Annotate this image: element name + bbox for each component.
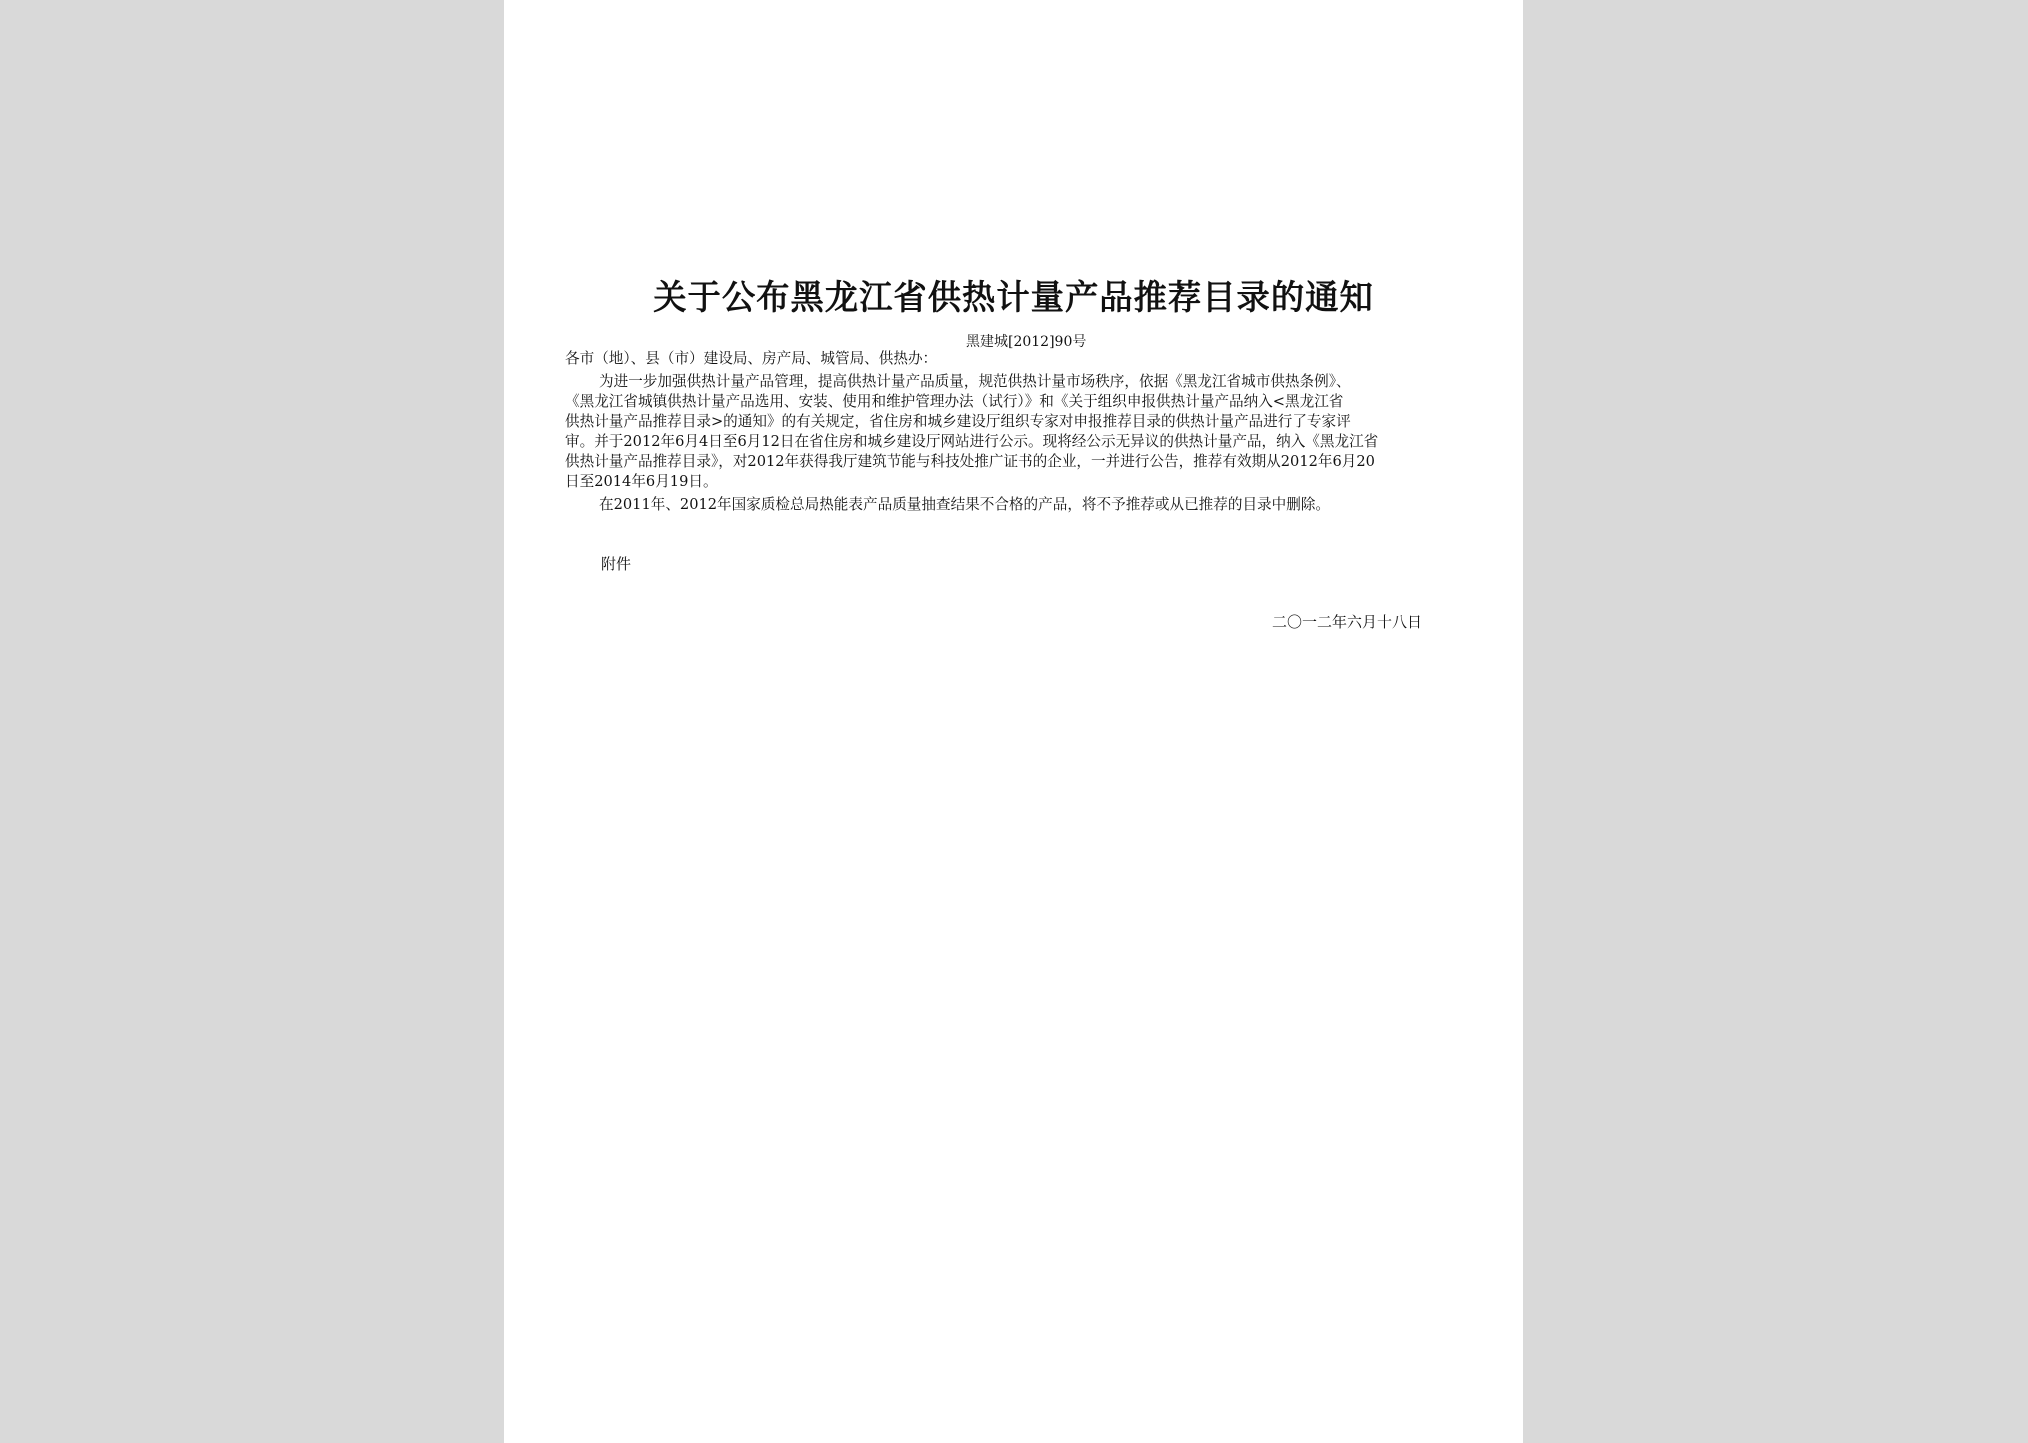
paragraph-1-line: 日至2014年6月19日。 [565, 473, 718, 490]
paragraph-2: 在2011年、2012年国家质检总局热能表产品质量抽查结果不合格的产品，将不予推荐或从已推荐的目录中删除。 [599, 496, 1331, 513]
document-date: 二〇一二年六月十八日 [1272, 613, 1423, 631]
paragraph-1-line: 为进一步加强供热计量产品管理，提高供热计量产品质量，规范供热计量市场秩序，依据《黑龙江省城市供热条例》、 [599, 373, 1351, 390]
document-title: 关于公布黑龙江省供热计量产品推荐目录的通知 [653, 278, 1374, 318]
paragraph-1-line: 供热计量产品推荐目录>的通知》的有关规定，省住房和城乡建设厅组织专家对申报推荐目录的供热计量产品进行了专家评 [565, 413, 1351, 430]
document-page [504, 0, 1523, 1443]
paragraph-1-line: 供热计量产品推荐目录》，对2012年获得我厅建筑节能与科技处推广证书的企业，一并进行公告，推荐有效期从2012年6月20 [565, 453, 1375, 470]
paragraph-1-line: 《黑龙江省城镇供热计量产品选用、安装、使用和维护管理办法（试行）》和《关于组织申报供热计量产品纳入<黑龙江省 [565, 393, 1344, 410]
paragraph-1-line: 审。并于2012年6月4日至6月12日在省住房和城乡建设厅网站进行公示。现将经公示无异议的供热计量产品，纳入《黑龙江省 [565, 433, 1379, 450]
salutation: 各市（地）、县（市）建设局、房产局、城管局、供热办： [565, 350, 938, 367]
attachment-label: 附件 [601, 555, 632, 573]
document-number: 黑建城[2012]90号 [966, 334, 1087, 350]
